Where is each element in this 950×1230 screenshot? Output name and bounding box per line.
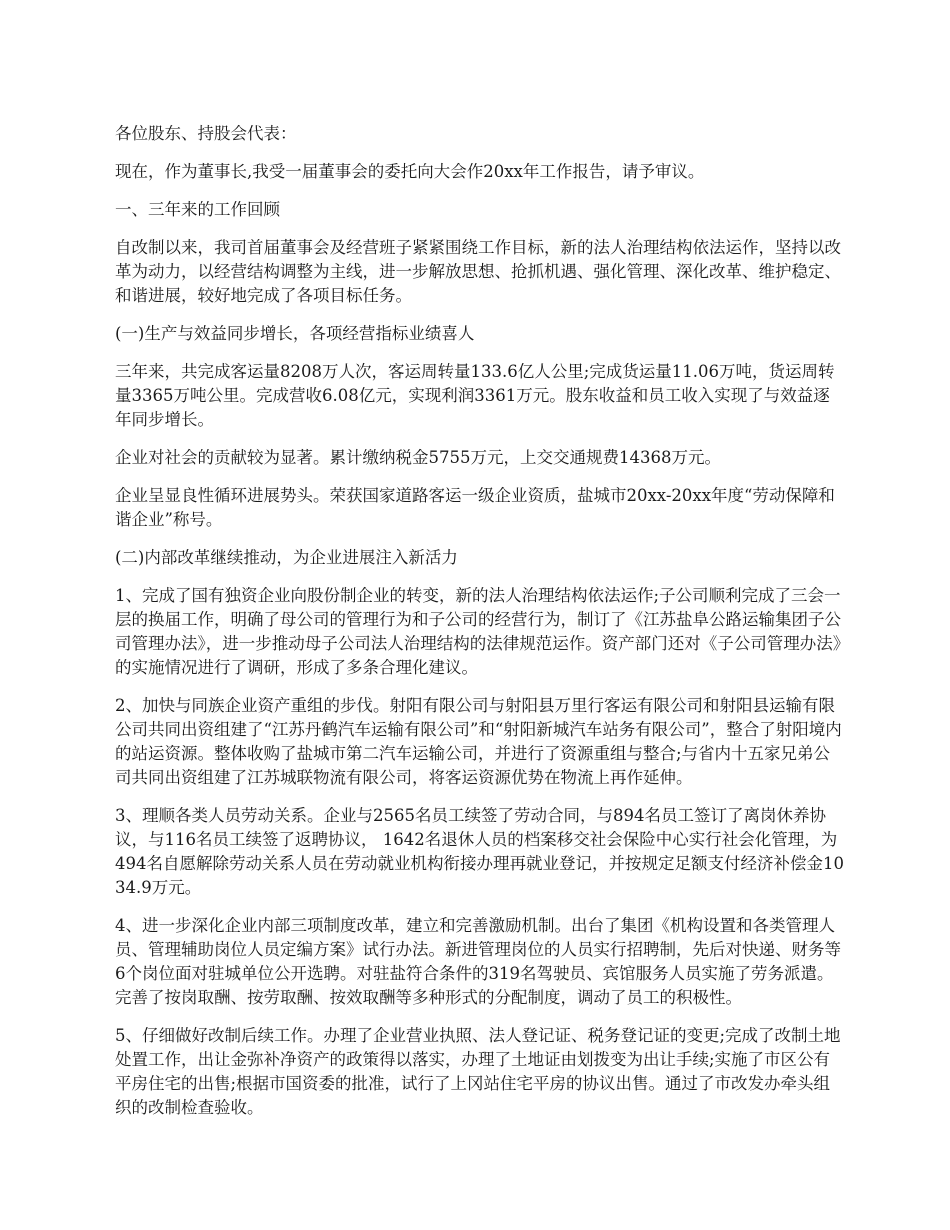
paragraph-item-2: 2、加快与同族企业资产重组的步伐。射阳有限公司与射阳县万里行客运有限公司和射阳县运输有限公司共同出资组建了“江苏丹鹤汽车运输有限公司”和“射阳新城汽车站务有限公司”，整合了射阳境内的站运资源。整体收购了盐城市第二汽车运输公司，并进行了资源重组与整合;与省内十五家兄弟公司共同出资组建了江苏城联物流有限公司，将客运资源优势在物流上再作延伸。 <box>115 696 842 787</box>
paragraph-item-5: 5、仔细做好改制后续工作。办理了企业营业执照、法人登记证、税务登记证的变更;完成了改制土地处置工作，出让金弥补净资产的政策得以落实，办理了土地证由划拨变为出让手续;实施了市区公有平房住宅的出售;根据市国资委的批准，试行了上冈站住宅平房的协议出售。通过了市改发办牵头组织的改制检查验收。 <box>115 1026 841 1117</box>
paragraph-overview: 自改制以来，我司首届董事会及经营班子紧紧围绕工作目标，新的法人治理结构依法运作，坚持以改革为动力，以经营结构调整为主线，进一步解放思想、抢抓机遇、强化管理、深化改革、维护稳定、和谐进展，较好地完成了各项目标任务。 <box>115 238 841 305</box>
intro-paragraph: 现在，作为董事长,我受一届董事会的委托向大会作20xx年工作报告，请予审议。 <box>115 162 705 181</box>
paragraph-item-1: 1、完成了国有独资企业向股份制企业的转变，新的法人治理结构依法运作;子公司顺利完成了三会一层的换届工作，明确了母公司的管理行为和子公司的经营行为，制订了《江苏盐阜公路运输集团子公司管理办法》，进一步推动母子公司法人治理结构的法律规范运作。资产部门还对《子公司管理办法》的实施情况进行了调研，形成了多条合理化建议。 <box>115 586 841 677</box>
paragraph-honors: 企业呈显良性循环进展势头。荣获国家道路客运一级企业资质，盐城市20xx-20xx年度“劳动保障和谐企业”称号。 <box>115 486 835 529</box>
section-heading-review: 一、三年来的工作回顾 <box>115 200 280 219</box>
paragraph-contribution: 企业对社会的贡献较为显著。累计缴纳税金5755万元，上交交通规费14368万元。 <box>115 448 721 467</box>
paragraph-item-3: 3、理顺各类人员劳动关系。企业与2565名员工续签了劳动合同，与894名员工签订了离岗休养协议，与116名员工续签了返聘协议， 1642名退休人员的档案移交社会保险中心实行社会化管理，为494名自愿解除劳动关系人员在劳动就业机构衔接办理再就业登记，并按规定足额支付经济补偿金1034.9万元。 <box>115 806 844 897</box>
paragraph-operations: 三年来，共完成客运量8208万人次，客运周转量133.6亿人公里;完成货运量11.06万吨，货运周转量3365万吨公里。完成营收6.08亿元，实现利润3361万元。股东收益和员工收入实现了与效益逐年同步增长。 <box>115 362 835 429</box>
salutation: 各位股东、持股会代表： <box>115 124 297 143</box>
subsection-heading-reform: (二)内部改革继续推动，为企业进展注入新活力 <box>115 548 458 567</box>
paragraph-item-4: 4、进一步深化企业内部三项制度改革，建立和完善激励机制。出台了集团《机构设置和各类管理人员、管理辅助岗位人员定编方案》试行办法。新进管理岗位的人员实行招聘制，先后对快递、财务等6个岗位面对驻城单位公开选聘。对驻盐符合条件的319名驾驶员、宾馆服务人员实施了劳务派遣。完善了按岗取酬、按劳取酬、按效取酬等多种形式的分配制度，调动了员工的积极性。 <box>115 916 841 1007</box>
document-body <box>115 122 845 1134</box>
subsection-heading-production: (一)生产与效益同步增长，各项经营指标业绩喜人 <box>115 324 475 343</box>
